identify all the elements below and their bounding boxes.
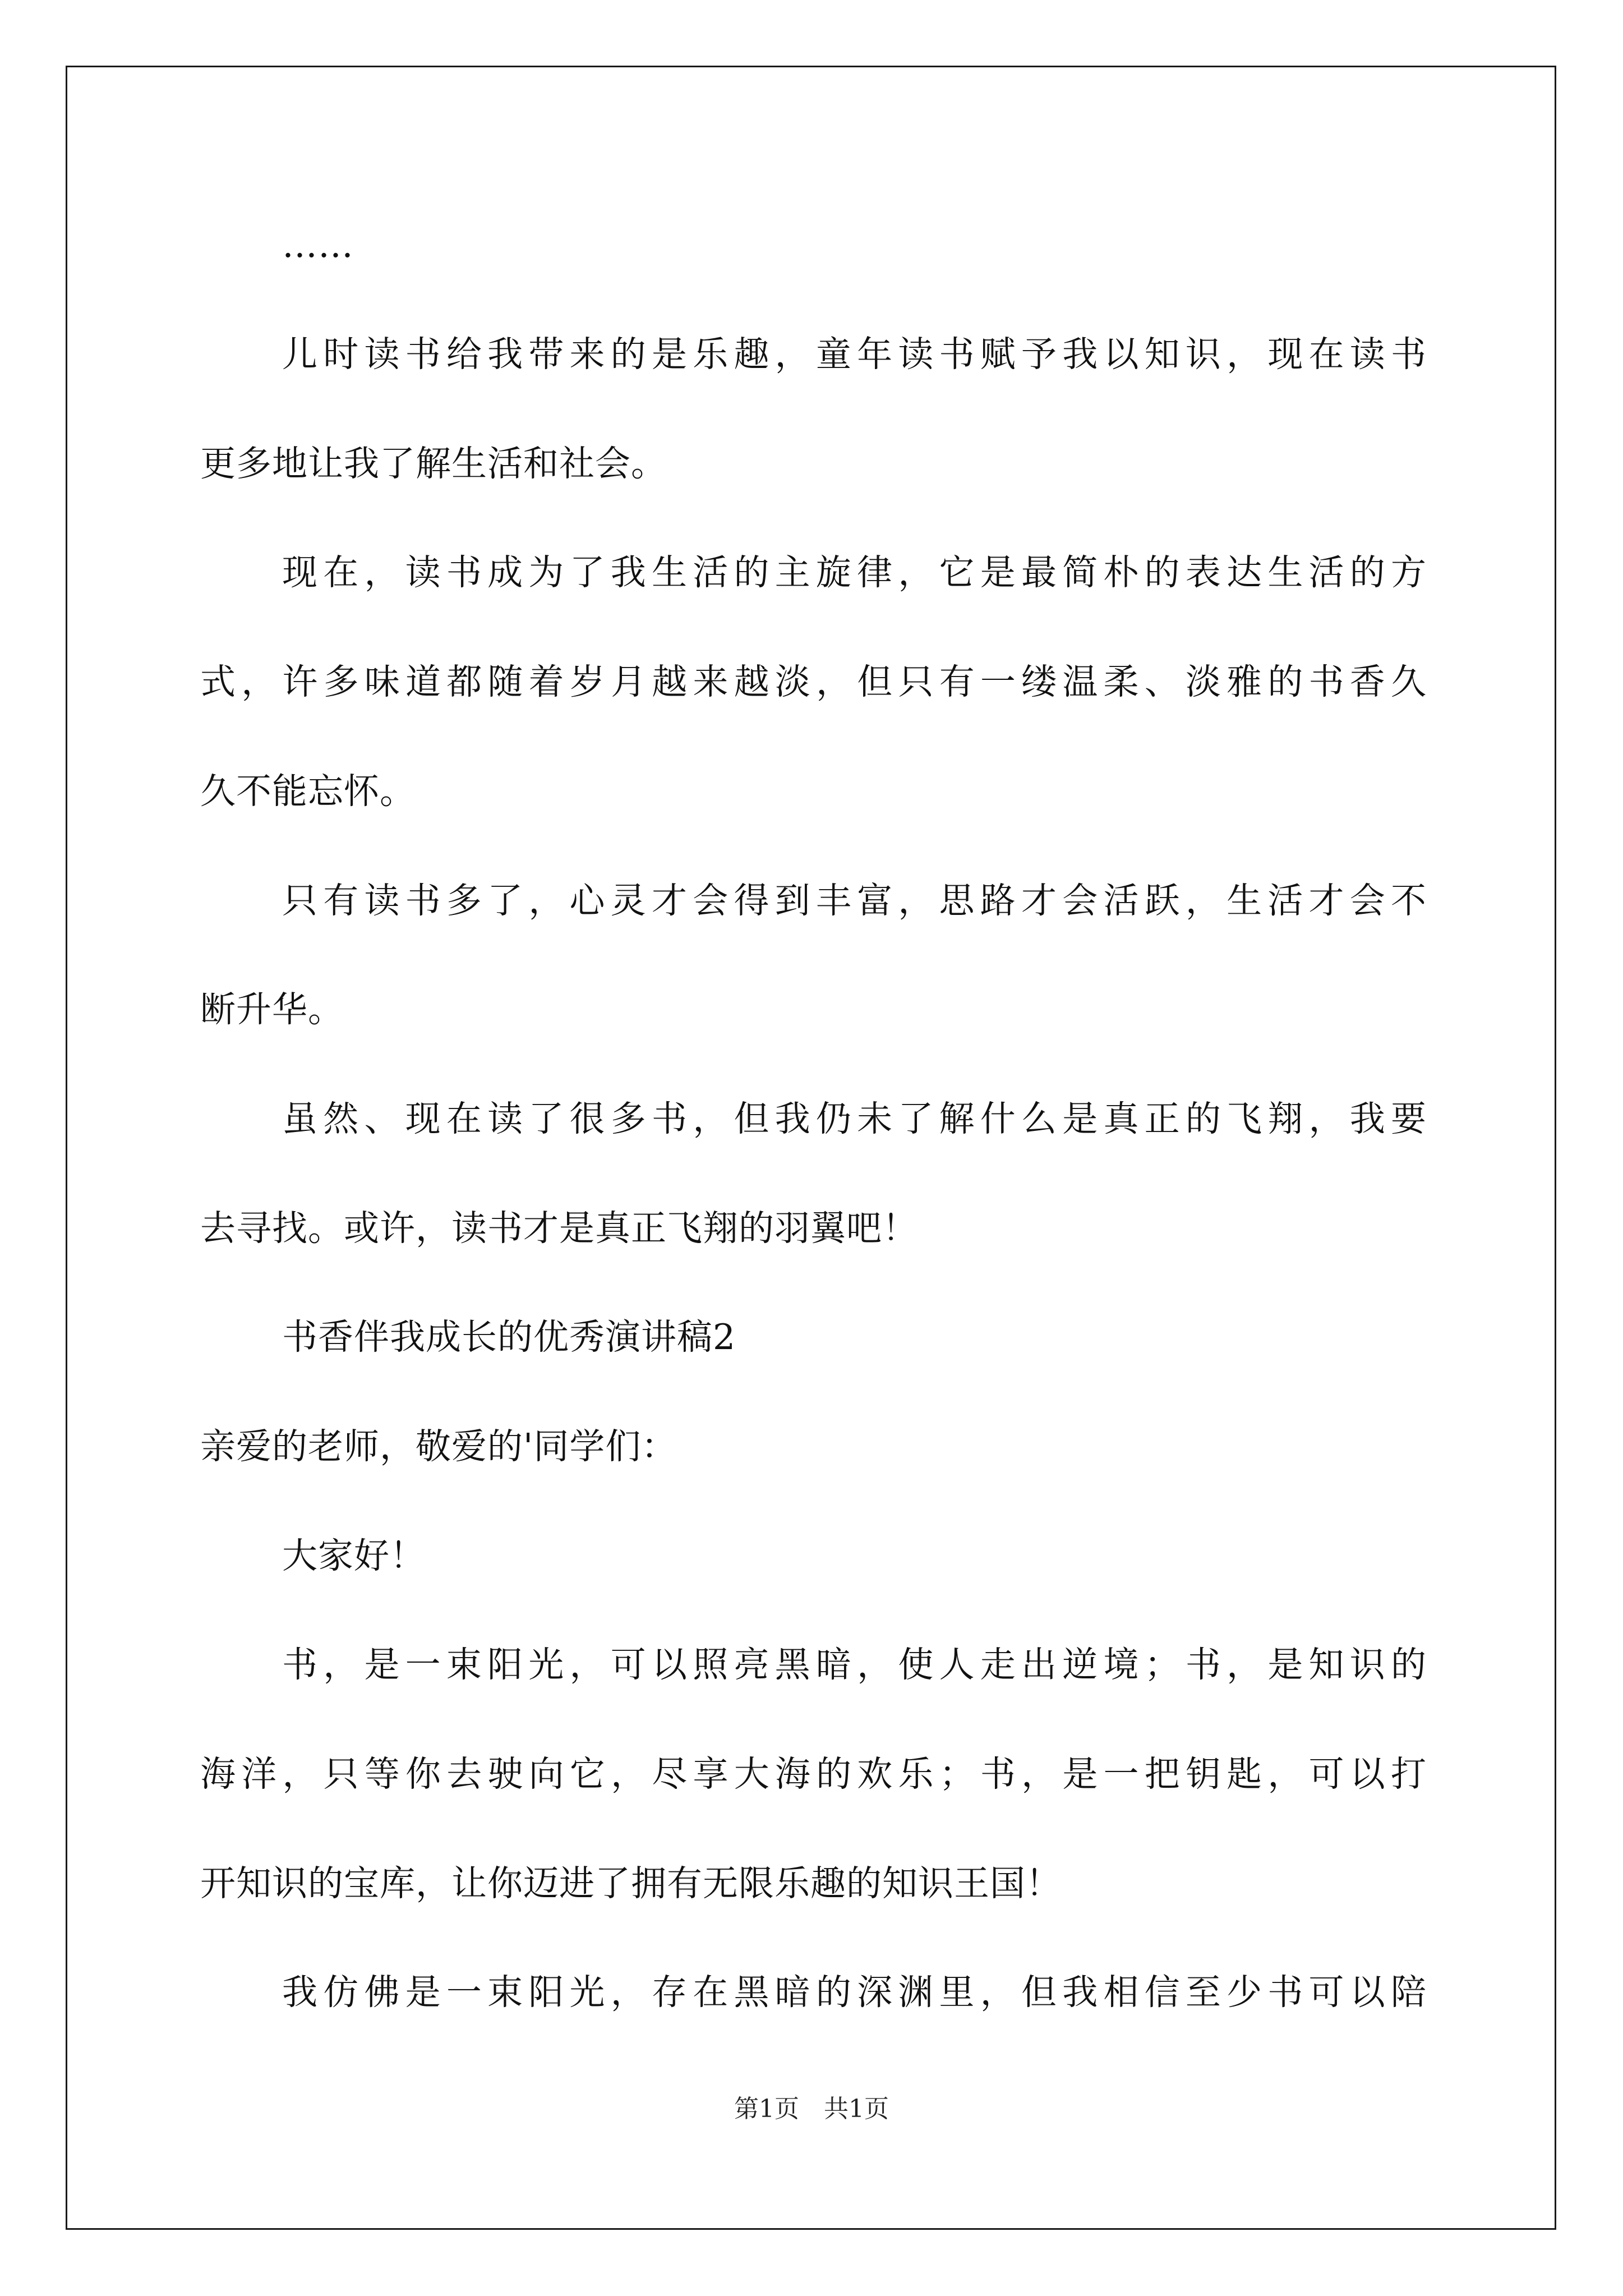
paragraph-line: 儿时读书给我带来的是乐趣，童年读书赋予我以知识，现在读书 (282, 334, 1426, 375)
salutation: 亲爱的老师，敬爱的'同学们： (200, 1426, 677, 1467)
paragraph-line: 开知识的宝库，让你迈进了拥有无限乐趣的知识王国！ (200, 1863, 1062, 1904)
paragraph-line: 现在，读书成为了我生活的主旋律，它是最简朴的表达生活的方 (282, 552, 1426, 593)
paragraph-line: 虽然、现在读了很多书，但我仍未了解什么是真正的飞翔，我要 (282, 1098, 1426, 1139)
paragraph-line: 久不能忘怀。 (200, 771, 416, 812)
paragraph-line: 海洋，只等你去驶向它，尽享大海的欢乐；书，是一把钥匙，可以打 (200, 1754, 1426, 1795)
paragraph-line: 去寻找。或许，读书才是真正飞翔的羽翼吧！ (200, 1208, 918, 1249)
paragraph-line: 式，许多味道都随着岁月越来越淡，但只有一缕温柔、淡雅的书香久 (200, 661, 1426, 702)
page-number-footer: 第1页 共1页 (734, 2095, 889, 2123)
paragraph-line: 断升华。 (200, 989, 344, 1030)
section-title: 书香伴我成长的优秀演讲稿2 (282, 1317, 736, 1358)
paragraph-line: 只有读书多了，心灵才会得到丰富，思路才会活跃，生活才会不 (282, 880, 1426, 921)
greeting: 大家好！ (282, 1535, 426, 1576)
paragraph-line: 我仿佛是一束阳光，存在黑暗的深渊里，但我相信至少书可以陪 (282, 1972, 1426, 2013)
paragraph-line: 书，是一束阳光，可以照亮黑暗，使人走出逆境；书，是知识的 (282, 1644, 1426, 1685)
ellipsis-line: …… (282, 224, 354, 265)
paragraph-line: 更多地让我了解生活和社会。 (200, 443, 667, 484)
